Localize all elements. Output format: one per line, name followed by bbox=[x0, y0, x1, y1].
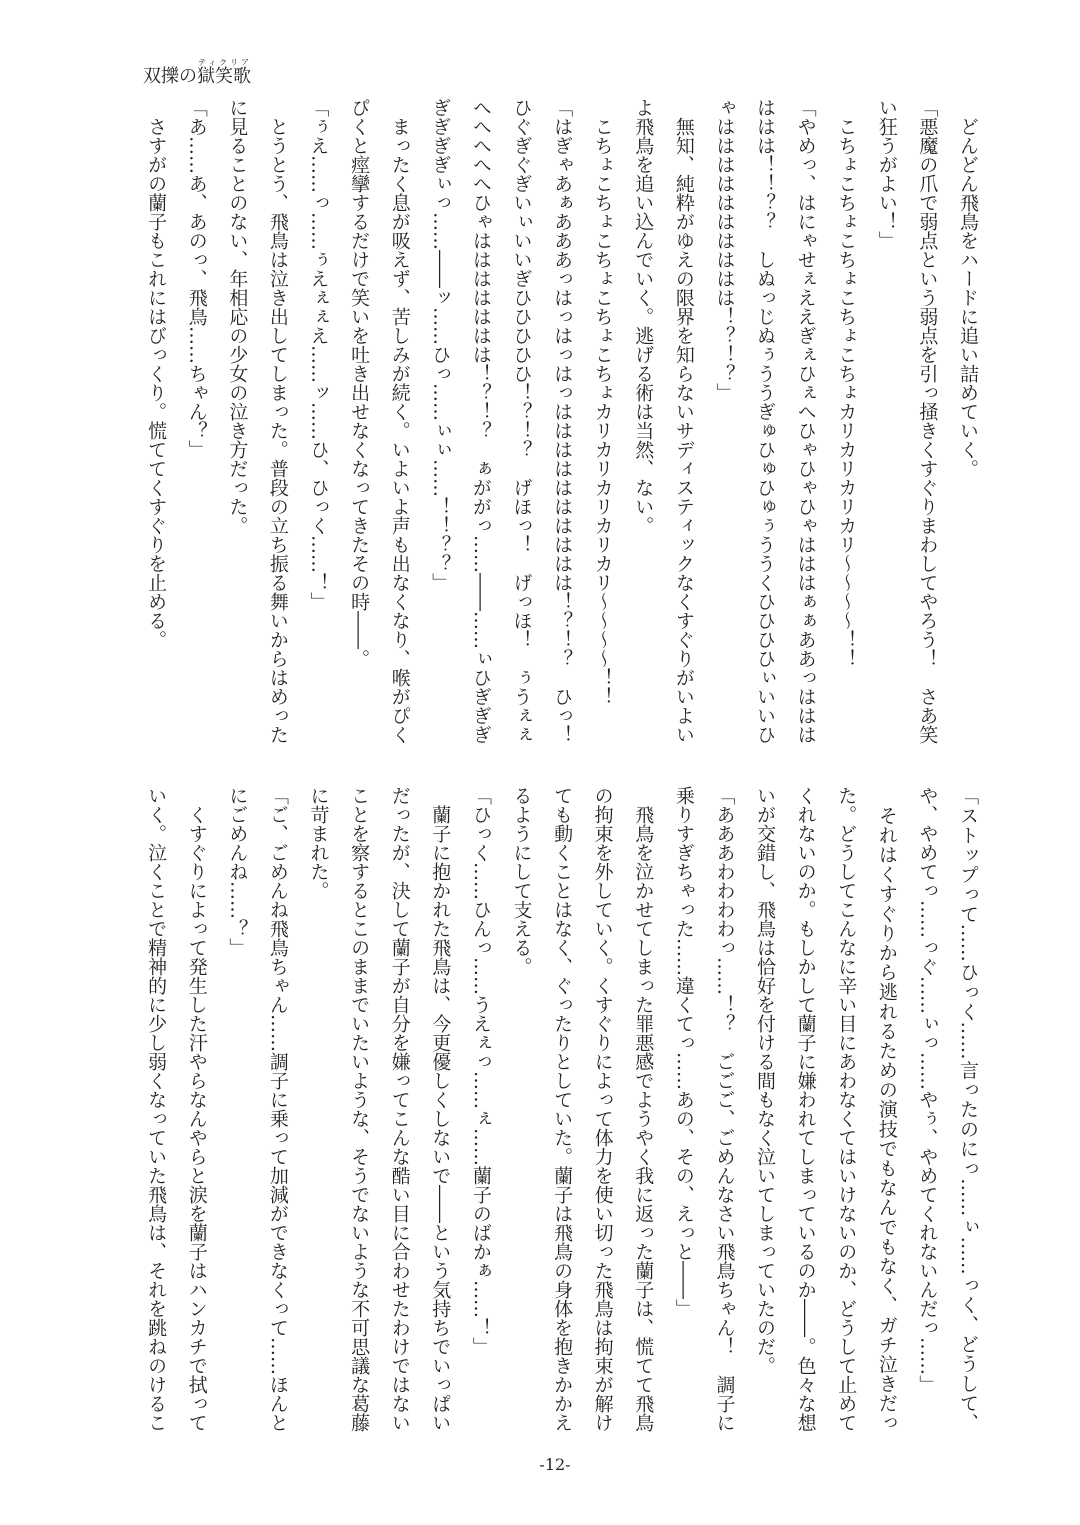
text-tier-top bbox=[136, 98, 988, 744]
header-title-prefix: 双擽の bbox=[143, 66, 197, 87]
paragraph: 「あ……あ、あのっ、飛鳥……ちゃん？」 bbox=[185, 98, 208, 459]
paragraph: 「ぅえ……っ……ぅえぇぇえ……ッ……ひ、ひっく……！」 bbox=[307, 98, 330, 611]
page-number: -12- bbox=[539, 1455, 571, 1474]
paragraph: 無知、純粋がゆえの限界を知らないサディスティックなくすぐりがいよいよ飛鳥を追い込んでいく。逃げる術は当然、ない。 bbox=[632, 98, 695, 744]
paragraph: 「ストップって……ひっく……言ったのにっ……ぃ……っく、どうして、や、やめてっ……っぐ……ぃっ……やぅ、やめてくれないんだっ……」 bbox=[916, 786, 979, 1432]
paragraph: 「悪魔の爪で弱点という弱点を引っ掻きくすぐりまわしてやろう！ さあ笑い狂うがよい！」 bbox=[875, 98, 939, 744]
paragraph: くすぐりによって発生した汗やらなんやらと涙を蘭子はハンカチで拭っていく。泣くことで精神的に少し弱くなっていた飛鳥は、それを跳ねのけるこ bbox=[145, 786, 208, 1432]
paragraph: 「やめっ、はにゃせぇええぎぇひぇへひゃひゃひゃはははぁぁああっはははははは！！？？ しぬっじぬぅううぎゅひゅひゅぅううくひひひひぃいいひゃはははははははははは！？！？」 bbox=[713, 98, 817, 744]
paragraph: どんどん飛鳥をハードに追い詰めていく。 bbox=[957, 98, 979, 478]
paragraph: 「ご、ごめんね飛鳥ちゃん……調子に乗って加減ができなくって……ほんとにごめんね……？」 bbox=[226, 786, 289, 1432]
paragraph: 「ひっく……ひんっ……うえぇっ……ぇ……蘭子のばかぁ……！」 bbox=[469, 786, 492, 1356]
paragraph: 「あああわわわわっ……！？ ごごご、ごめんなさい飛鳥ちゃん！ 調子に乗りすぎちゃった……違くてっ……あの、その、えっと――」 bbox=[672, 786, 736, 1432]
running-header bbox=[143, 58, 251, 88]
paragraph: 「はぎゃあぁあああっはっはっはっはははははははははは！？！？ ひっ！ひぐぎぐぎいぃいいぎひひひひひ！？！？ げほっ！ げっほ！ ぅうぇぇへへへへへひゃははははははは！？！？ ぁががっ……――……ぃひぎぎぎぎぎぎぎぃっ……――ッ……ひっ……ぃぃ……！！？？」 bbox=[429, 98, 574, 744]
header-ruby-text: ティクリア bbox=[197, 58, 251, 67]
text-tier-bottom bbox=[136, 786, 988, 1432]
paragraph: こちょこちょこちょこちょこちょカリカリカリカリ～～～～！！ bbox=[835, 98, 858, 668]
paragraph: まったく息が吸えず、苦しみが続く。いよいよ声も出なくなり、喉がぴくぴくと痙攣するだけで笑いを吐き出せなくなってきたその時――。 bbox=[348, 98, 411, 744]
paragraph: 飛鳥を泣かせてしまった罪悪感でようやく我に返った蘭子は、慌てて飛鳥の拘束を外していく。くすぐりによって体力を使い切った飛鳥は拘束が解けても動くことはなく、ぐったりとしていた。蘭子は飛鳥の身体を抱きかかえるようにして支える。 bbox=[510, 786, 655, 1432]
paragraph: 蘭子に抱かれた飛鳥は、今更優しくしないで――という気持ちでいっぱいだったが、決して蘭子が自分を嫌ってこんな酷い目に合わせたわけではないことを察するとこのままでいたいような、そうでないような不可思議な葛藤に苛まれた。 bbox=[307, 786, 452, 1432]
header-title-ruby bbox=[197, 58, 251, 87]
paragraph: それはくすぐりから逃れるための演技でもなんでもなく、ガチ泣きだった。どうしてこんなに辛い目にあわなくてはいけないのか、どうして止めてくれないのか。もしかして蘭子に嫌われてしまっているのか――。色々な想いが交錯し、飛鳥は恰好を付ける間もなく泣いてしまっていたのだ。 bbox=[754, 786, 898, 1432]
header-title-main: 獄笑歌 bbox=[197, 66, 251, 87]
paragraph: とうとう、飛鳥は泣き出してしまった。普段の立ち振る舞いからはめったに見ることのない、年相応の少女の泣き方だった。 bbox=[226, 98, 289, 744]
paragraph: さすがの蘭子もこれにはびっくり。慌ててくすぐりを止める。 bbox=[145, 98, 168, 649]
paragraph: こちょこちょこちょこちょこちょカリカリカリカリカリ～～～～！！ bbox=[591, 98, 614, 706]
